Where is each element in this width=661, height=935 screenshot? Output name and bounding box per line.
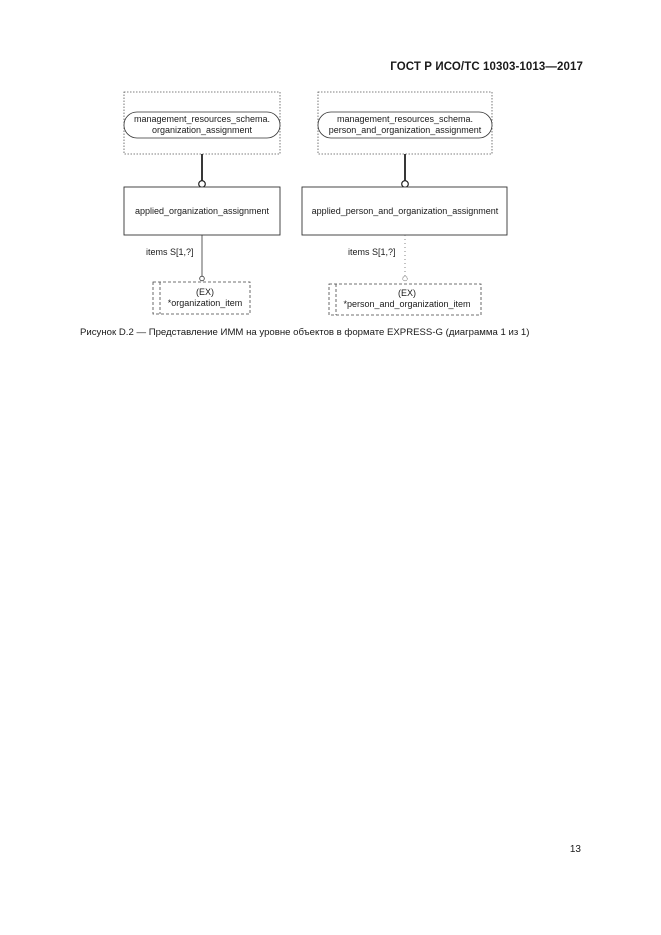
left-schema-line2: organization_assignment (151, 125, 253, 135)
express-g-diagram (0, 0, 661, 330)
left-select-line2: *organization_item (167, 298, 243, 308)
right-attribute-circle (403, 276, 408, 281)
right-select-line2: *person_and_organization_item (343, 299, 471, 309)
figure-caption: Рисунок D.2 — Представление ИММ на уровне объектов в формате EXPRESS-G (диаграмма 1 из 1) (80, 327, 530, 338)
left-attribute-label: items S[1,?] (146, 247, 194, 257)
right-select-line1: (EX) (398, 288, 416, 298)
left-schema-reference-box (124, 92, 280, 154)
left-select-type-box (153, 282, 250, 314)
document-id-header: ГОСТ Р ИСО/ТС 10303-1013—2017 (390, 61, 583, 73)
right-select-type-box (329, 284, 481, 315)
right-schema-reference-box (318, 92, 492, 154)
left-entity-box (124, 187, 280, 235)
left-entity-label: applied_organization_assignment (134, 206, 270, 216)
left-attribute-circle (200, 276, 205, 281)
right-subtype-circle (402, 181, 409, 188)
page-number: 13 (569, 844, 581, 855)
left-select-line1: (EX) (196, 287, 214, 297)
left-subtype-circle (199, 181, 206, 188)
left-schema-line1: management_resources_schema. (133, 114, 271, 124)
right-entity-label: applied_person_and_organization_assignment (311, 206, 499, 216)
right-schema-line1: management_resources_schema. (336, 114, 474, 124)
right-entity-box (302, 187, 507, 235)
right-attribute-label: items S[1,?] (348, 247, 396, 257)
right-schema-line2: person_and_organization_assignment (328, 125, 482, 135)
